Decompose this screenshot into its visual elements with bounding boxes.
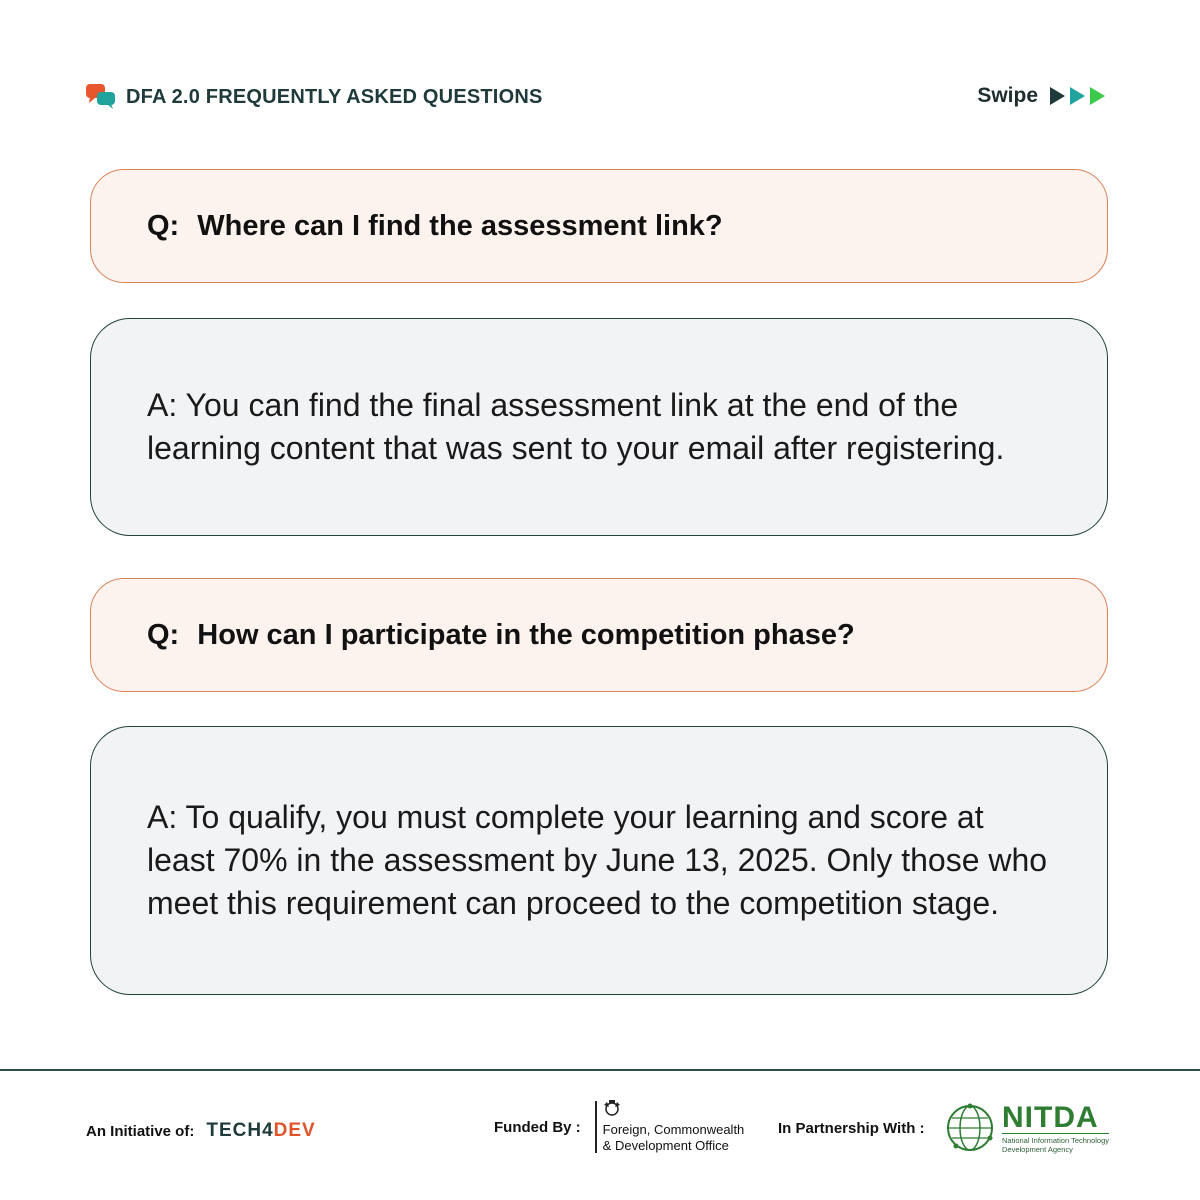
answer-text: A: You can find the final assessment link at the end of the learning content that was sent to your email after registering.	[147, 387, 1005, 466]
faq-answer-1	[90, 318, 1108, 536]
funder-credit	[494, 1100, 744, 1154]
partner-label: In Partnership With :	[778, 1120, 925, 1137]
footer-divider	[0, 1069, 1200, 1071]
funder-line-2: & Development Office	[602, 1138, 729, 1153]
answer-text: A: To qualify, you must complete your learning and score at least 70% in the assessment by June 13, 2025. Only those who meet this requirement can proceed to the competition stage.	[147, 799, 1048, 921]
question-text: Where can I find the assessment link?	[197, 209, 723, 242]
globe-icon	[942, 1100, 998, 1156]
nitda-subtitle-line-2: Development Agency	[1002, 1144, 1073, 1154]
question-text: How can I participate in the competition phase?	[197, 618, 855, 651]
nitda-word: NITDA	[1002, 1100, 1099, 1134]
swipe-label: Swipe	[977, 84, 1038, 107]
royal-crest-icon	[601, 1099, 623, 1119]
nitda-logo	[942, 1100, 1109, 1156]
funder-name	[603, 1100, 745, 1154]
swipe-arrows-icon	[1050, 87, 1106, 105]
nitda-wordmark	[1002, 1100, 1110, 1154]
faq-question-1	[90, 169, 1108, 283]
crest-divider	[595, 1101, 597, 1153]
footer	[0, 1090, 1200, 1170]
initiative-label: An Initiative of:	[86, 1122, 195, 1140]
nitda-subtitle-line-1: National Information Technology	[1002, 1135, 1110, 1145]
question-prefix: Q:	[147, 618, 180, 651]
swipe-hint[interactable]	[977, 84, 1106, 108]
tech4dev-logo	[206, 1120, 315, 1142]
faq-answer-2	[90, 726, 1108, 995]
question-prefix: Q:	[147, 209, 180, 242]
page-header	[86, 84, 543, 110]
funded-label: Funded By :	[494, 1118, 581, 1136]
tech4dev-logo-part-b: DEV	[273, 1120, 316, 1141]
page-title: DFA 2.0 FREQUENTLY ASKED QUESTIONS	[126, 85, 543, 108]
faq-question-2	[90, 578, 1108, 692]
funder-line-1: Foreign, Commonwealth	[602, 1122, 745, 1137]
initiative-credit	[86, 1120, 316, 1142]
tech4dev-logo-part-a: TECH4	[206, 1120, 274, 1141]
nitda-subtitle	[1002, 1133, 1109, 1154]
chat-bubbles-icon	[86, 84, 116, 110]
partner-credit	[778, 1120, 925, 1137]
